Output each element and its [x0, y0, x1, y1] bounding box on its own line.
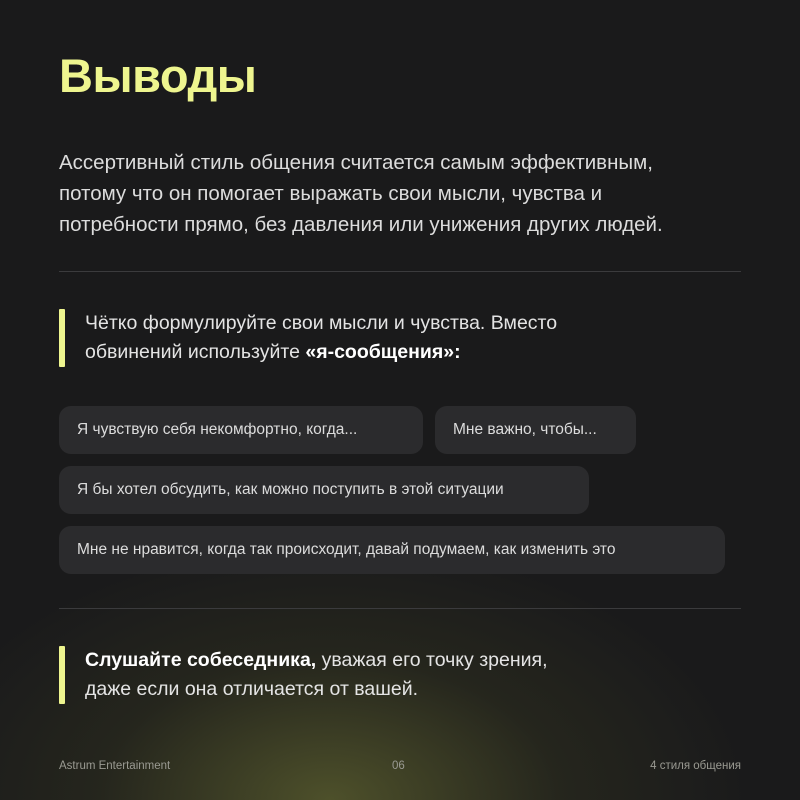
intro-paragraph — [59, 147, 759, 240]
page-title: Выводы — [59, 49, 257, 102]
example-chip: Я бы хотел обсудить, как можно поступить в этой ситуации — [59, 466, 589, 514]
accent-bar — [59, 646, 65, 704]
tip-line — [85, 338, 557, 367]
footer-topic: 4 стиля общения — [650, 760, 741, 772]
tip-text: обвинений используйте — [85, 341, 306, 363]
example-chip: Мне не нравится, когда так происходит, давай подумаем, как изменить это — [59, 526, 725, 574]
footer-page-number: 06 — [392, 760, 405, 772]
intro-line: потребности прямо, без давления или унижения других людей. — [59, 213, 663, 236]
divider — [59, 608, 741, 609]
example-chip: Мне важно, чтобы... — [435, 406, 636, 454]
intro-line: Ассертивный стиль общения считается самым эффективным, — [59, 151, 653, 174]
divider — [59, 271, 741, 272]
tip-i-messages — [59, 309, 557, 367]
accent-bar — [59, 309, 65, 367]
footer-brand: Astrum Entertainment — [59, 760, 171, 772]
tip-highlight: «я-сообщения»: — [305, 341, 461, 363]
tip-text: уважая его точку зрения, — [316, 649, 548, 671]
tip-line: Чётко формулируйте свои мысли и чувства. Вместо — [85, 312, 558, 334]
tip-listen — [59, 646, 548, 704]
intro-line: потому что он помогает выражать свои мысли, чувства и — [59, 182, 603, 205]
tip-highlight: Слушайте собеседника, — [85, 649, 317, 671]
tip-line — [85, 646, 548, 675]
tip-line: даже если она отличается от вашей. — [85, 678, 419, 700]
example-chip: Я чувствую себя некомфортно, когда... — [59, 406, 423, 454]
